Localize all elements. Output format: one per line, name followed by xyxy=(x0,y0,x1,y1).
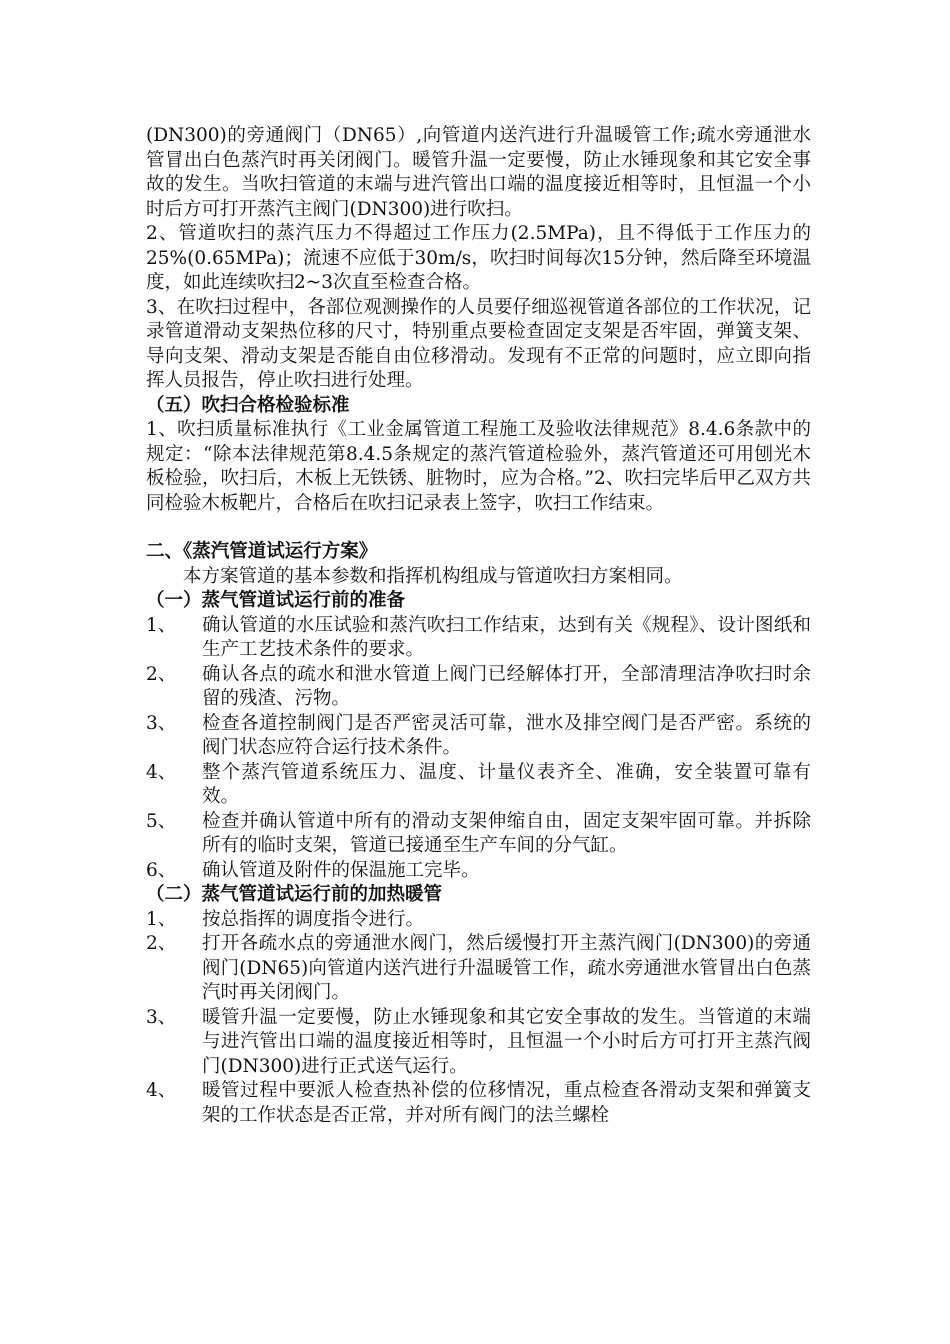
item-text: 打开各疏水点的旁通泄水阀门，然后缓慢打开主蒸汽阀门(DN300)的旁通阀门(DN65)向管道内送汽进行升温暖管工作，疏水旁通泄水管冒出白色蒸汽时再关闭阀门。 xyxy=(202,933,811,1003)
part-two-intro: 本方案管道的基本参数和指挥机构组成与管道吹扫方案相同。 xyxy=(183,565,683,587)
item-number: 5、 xyxy=(146,810,177,832)
intro-paragraph-2: 2、管道吹扫的蒸汽压力不得超过工作压力(2.5MPa)，且不得低于工作压力的25%(0.65MPa)；流速不应低于30m/s，吹扫时间每次15分钟，然后降至环境温度，如此连续吹扫2~3次直至检查合格。 xyxy=(146,223,811,293)
item-number: 4、 xyxy=(146,761,177,783)
list-item xyxy=(146,712,811,761)
item-text: 确认各点的疏水和泄水管道上阀门已经解体打开，全部清理洁净吹扫时余留的残渣、污物。 xyxy=(202,663,811,709)
item-number: 2、 xyxy=(146,933,177,954)
item-text: 整个蒸汽管道系统压力、温度、计量仪表齐全、准确，安全装置可靠有效。 xyxy=(202,761,811,807)
list-item xyxy=(146,1006,811,1080)
item-text: 检查并确认管道中所有的滑动支架伸缩自由，固定支架牢固可靠。并拆除所有的临时支架，管道已接通至生产车间的分气缸。 xyxy=(202,810,811,856)
list-item xyxy=(146,932,811,1006)
item-text: 确认管道及附件的保温施工完毕。 xyxy=(202,859,480,881)
sub-one-heading: （一）蒸气管道试运行前的准备 xyxy=(146,590,406,611)
sub-two-list xyxy=(146,908,811,1129)
intro-paragraph-1: (DN300)的旁通阀门（DN65）,向管道内送汽进行升温暖管工作;疏水旁通泄水管冒出白色蒸汽时再关闭阀门。暖管升温一定要慢，防止水锤现象和其它安全事故的发生。当吹扫管道的末端与进汽管出口端的温度接近相等时，且恒温一个小时后方可打开蒸汽主阀门(DN300)进行吹扫。 xyxy=(146,125,811,220)
item-number: 2、 xyxy=(146,663,177,685)
item-number: 3、 xyxy=(146,712,177,734)
intro-paragraph-3: 3、在吹扫过程中，各部位观测操作的人员要仔细巡视管道各部位的工作状况，记录管道滑动支架热位移的尺寸，特别重点要检查固定支架是否牢固，弹簧支架、导向支架、滑动支架是否能自由位移滑动。发现有不正常的问题时，应立即向指挥人员报告，停止吹扫进行处理。 xyxy=(146,296,811,391)
item-number: 1、 xyxy=(146,908,177,930)
sub-two-heading: （二）蒸气管道试运行前的加热暖管 xyxy=(146,884,443,905)
section-five-body: 1、吹扫质量标准执行《工业金属管道工程施工及验收法律规范》8.4.6条款中的规定：“除本法律规范第8.4.5条规定的蒸汽管道检验外，蒸汽管道还可用刨光木板检验，吹扫后，木板上无铁锈、脏物时，应为合格。”2、吹扫完毕后甲乙双方共同检验木板靶片，合格后在吹扫记录表上签字，吹扫工作结束。 xyxy=(146,419,811,514)
list-item xyxy=(146,1079,811,1128)
document-page xyxy=(146,124,811,1128)
list-item xyxy=(146,908,811,933)
section-five-heading: （五）吹扫合格检验标准 xyxy=(146,394,350,416)
item-number: 4、 xyxy=(146,1080,177,1101)
list-item xyxy=(146,859,811,884)
list-item xyxy=(146,810,811,859)
item-text: 按总指挥的调度指令进行。 xyxy=(202,908,425,930)
list-item xyxy=(146,663,811,712)
item-number: 3、 xyxy=(146,1006,177,1028)
item-text: 暖管升温一定要慢，防止水锤现象和其它安全事故的发生。当管道的末端与进汽管出口端的温度接近相等时，且恒温一个小时后方可打开主蒸汽阀门(DN300)进行正式送气运行。 xyxy=(202,1006,811,1077)
sub-one-list xyxy=(146,614,811,884)
blank-line xyxy=(146,516,811,540)
item-number: 6、 xyxy=(146,859,177,881)
list-item xyxy=(146,761,811,810)
item-number: 1、 xyxy=(146,614,177,636)
part-two-title: 二、《蒸汽管道试运行方案》 xyxy=(146,541,378,562)
item-text: 暖管过程中要派人检查热补偿的位移情况，重点检查各滑动支架和弹簧支架的工作状态是否正常，并对所有阀门的法兰螺栓 xyxy=(202,1080,811,1126)
item-text: 确认管道的水压试验和蒸汽吹扫工作结束，达到有关《规程》、设计图纸和生产工艺技术条件的要求。 xyxy=(202,614,811,660)
list-item xyxy=(146,614,811,663)
item-text: 检查各道控制阀门是否严密灵活可靠，泄水及排空阀门是否严密。系统的阀门状态应符合运行技术条件。 xyxy=(202,712,811,758)
